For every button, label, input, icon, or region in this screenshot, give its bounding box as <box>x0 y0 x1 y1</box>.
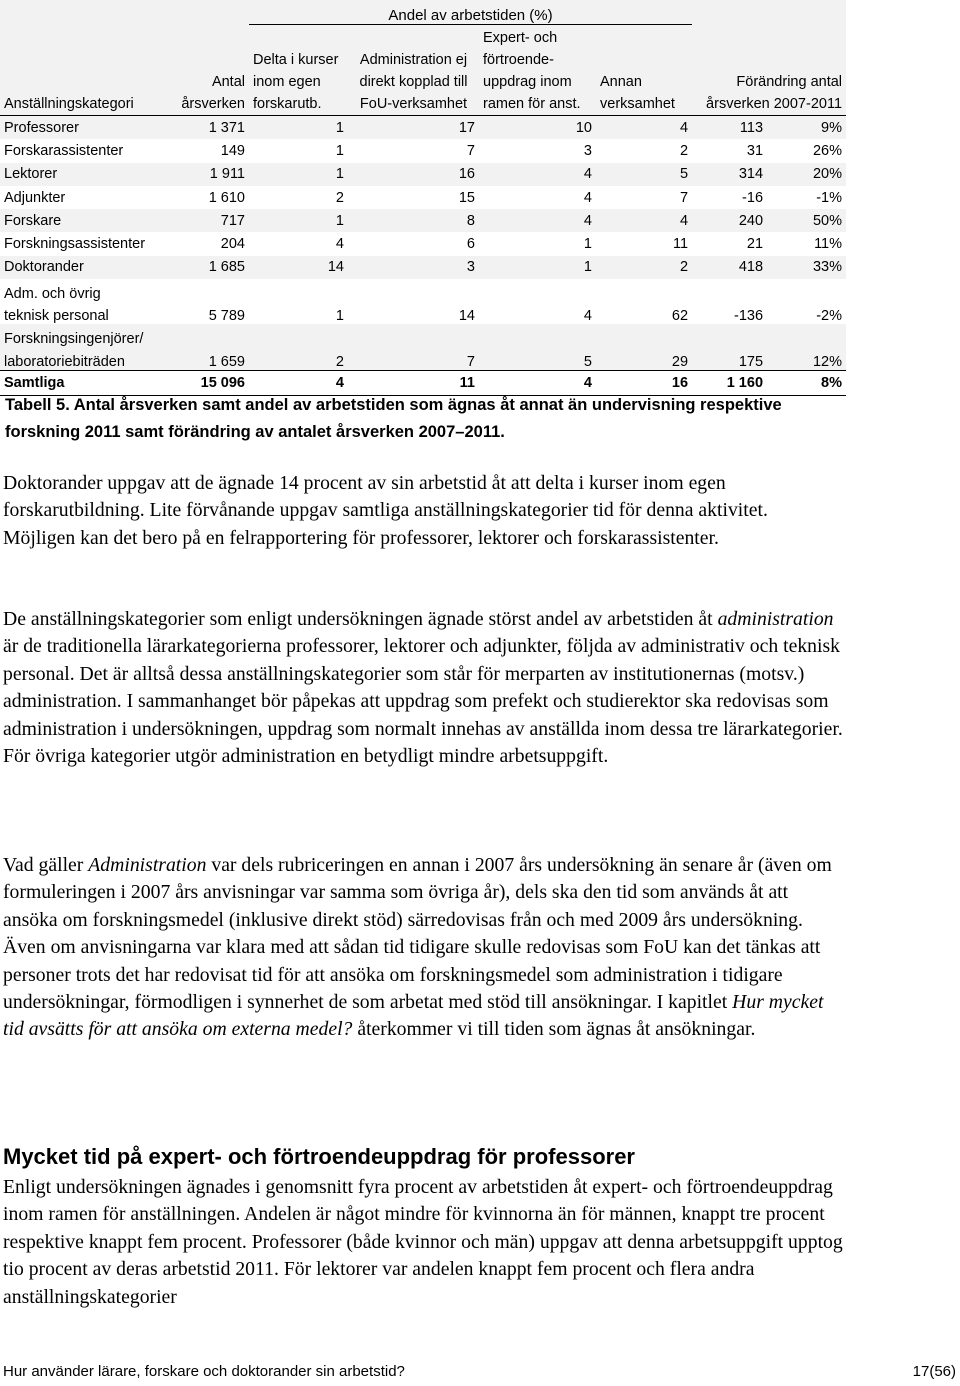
table-cell: 1 <box>249 302 348 325</box>
footer-document-title: Hur använder lärare, forskare och doktorander sin arbetstid? <box>3 1363 405 1380</box>
table-cell: 11 <box>596 232 692 255</box>
table-cell: 3 <box>348 256 479 279</box>
table-cell: 2 <box>249 186 348 209</box>
table-cell: 11% <box>767 232 846 255</box>
table-cell: 1 659 <box>165 347 249 370</box>
table-cell: 8 <box>348 209 479 232</box>
table-cell: 20% <box>767 163 846 186</box>
table-cell: 31 <box>692 139 767 162</box>
table-cell: 204 <box>165 232 249 255</box>
table-cell: 4 <box>596 209 692 232</box>
table-cell: 1 <box>479 232 596 255</box>
table-row <box>0 186 846 209</box>
table-cell: 62 <box>596 302 692 325</box>
table-cell: 240 <box>692 209 767 232</box>
table-cell-category: Lektorer <box>0 163 165 186</box>
table-caption: Tabell 5. Antal årsverken samt andel av arbetstiden som ägnas åt annat än undervisning respektive forskning 2011 samt förändring av antalet årsverken 2007–2011. <box>5 396 782 441</box>
table-cell-category: Adjunkter <box>0 186 165 209</box>
col-header-annan: Annan verksamhet <box>596 25 692 116</box>
table-cell-category: Professorer <box>0 116 165 140</box>
table-cell-category: Forskare <box>0 209 165 232</box>
col-header-administration: Administration ej direkt kopplad till FoU-verksamhet <box>348 25 479 116</box>
table-cell-category: Forskarassistenter <box>0 139 165 162</box>
table-cell: 16 <box>596 370 692 395</box>
table-cell: 1 160 <box>692 370 767 395</box>
table-cell: 16 <box>348 163 479 186</box>
table-cell: 1 <box>249 209 348 232</box>
table-cell: 717 <box>165 209 249 232</box>
table-cell: 9% <box>767 116 846 140</box>
table-cell: 10 <box>479 116 596 140</box>
table-cell: 15 <box>348 186 479 209</box>
table-cell: 14 <box>249 256 348 279</box>
table-cell: 5 789 <box>165 302 249 325</box>
table-cell: 7 <box>348 139 479 162</box>
footer-page-number: 17(56) <box>912 1363 956 1380</box>
table-cell: 4 <box>479 370 596 395</box>
table-cell: 15 096 <box>165 370 249 395</box>
table-cell: 2 <box>596 256 692 279</box>
table-cell-category: Forskningsassistenter <box>0 232 165 255</box>
table-row <box>0 209 846 232</box>
table-cell: -1% <box>767 186 846 209</box>
table-cell: 1 610 <box>165 186 249 209</box>
table-cell: 1 <box>479 256 596 279</box>
col-header-antal: Antal årsverken <box>165 25 249 116</box>
table-row <box>0 324 846 347</box>
table-cell: 418 <box>692 256 767 279</box>
statistics-table-area <box>0 0 846 389</box>
table-cell: 4 <box>479 209 596 232</box>
table-cell: 175 <box>692 347 767 370</box>
table-cell: 4 <box>249 370 348 395</box>
statistics-table <box>0 0 846 396</box>
table-cell: 6 <box>348 232 479 255</box>
paragraph-expert-uppdrag: Enligt undersökningen ägnades i genomsnitt fyra procent av arbetstiden åt expert- och förtroendeuppdrag inom ramen för anställningen. Andelen är något mindre för kvinnorna än för männen, knappt tre procent respektive knappt fem procent. Professorer (både kvinnor och män) uppgav att denna arbetsuppgift upptog tio procent av deras arbetstid 2011. För lektorer var andelen knappt fem procent och flera andra anställningskategorier <box>3 1176 843 1308</box>
table-row <box>0 279 846 302</box>
paragraph-administration-rubric: Vad gäller Administration var dels rubriceringen en annan i 2007 års undersökning än senare år (även om formuleringen i 2007 års anvisningar var samma som övriga år), dels ska den tid som används åt att ansöka om forskningsmedel (inklusive direkt stöd) särredovisas från och med 2009 års undersökning. Även om anvisningarna var klara med att sådan tid tidigare skulle redovisas som FoU kan det tänkas att personer trots det har redovisat tid för att ansöka om forskningsmedel som administration i tidigare undersökningar, förmodligen i synnerhet de som arbetat med stöd till ansökningar. I kapitlet Hur mycket tid avsätts för att ansöka om externa medel? återkommer vi till tiden som ägnas åt ansökningar. <box>3 854 832 1041</box>
section-heading: Mycket tid på expert- och förtroendeuppdrag för professorer <box>3 1144 635 1169</box>
table-cell-category: teknisk personal <box>0 302 165 325</box>
table-cell: 17 <box>348 116 479 140</box>
table-cell: 4 <box>596 116 692 140</box>
table-row <box>0 347 846 370</box>
table-cell: 7 <box>596 186 692 209</box>
paragraph-administration: De anställningskategorier som enligt undersökningen ägnade störst andel av arbetstiden åt administration är de traditionella lärarkategorierna professorer, lektorer och adjunkter, följda av administrativ och teknisk personal. Det är alltså dessa anställningskategorier som står för merparten av institutionernas (motsv.) administration. I sammanhanget bör påpekas att uppdrag som prefekt och studierektor ska redovisas som administration i undersökningen, uppdrag som normalt innehas av anställda inom dessa tre lärarkategorier. För övriga kategorier utgör administration en betydligt mindre arbetsuppgift. <box>3 608 843 768</box>
table-cell: 5 <box>479 347 596 370</box>
table-cell: 1 685 <box>165 256 249 279</box>
table-cell: 26% <box>767 139 846 162</box>
table-cell-category: Adm. och övrig <box>0 279 165 302</box>
table-cell: 113 <box>692 116 767 140</box>
table-cell: 4 <box>479 302 596 325</box>
table-cell: 4 <box>479 186 596 209</box>
table-cell-category: Samtliga <box>0 370 165 395</box>
table-cell: -2% <box>767 302 846 325</box>
col-header-kurser: Delta i kurser inom egen forskarutb. <box>249 25 348 116</box>
table-cell: 1 <box>249 139 348 162</box>
table-cell: 1 <box>249 116 348 140</box>
table-cell: 33% <box>767 256 846 279</box>
table-row <box>0 116 846 140</box>
table-cell: -136 <box>692 302 767 325</box>
table-row <box>0 163 846 186</box>
table-cell-category: Forskningsingenjörer/ <box>0 324 165 347</box>
table-row <box>0 302 846 325</box>
table-cell: -16 <box>692 186 767 209</box>
table-cell: 14 <box>348 302 479 325</box>
table-cell: 4 <box>479 163 596 186</box>
col-header-category: Anställningskategori <box>0 25 165 116</box>
table-cell: 5 <box>596 163 692 186</box>
table-cell: 8% <box>767 370 846 395</box>
table-cell: 4 <box>249 232 348 255</box>
table-row <box>0 232 846 255</box>
table-cell: 12% <box>767 347 846 370</box>
table-cell: 2 <box>249 347 348 370</box>
table-cell-category: Doktorander <box>0 256 165 279</box>
table-cell: 1 371 <box>165 116 249 140</box>
table-row <box>0 139 846 162</box>
table-row <box>0 256 846 279</box>
table-cell: 21 <box>692 232 767 255</box>
table-group-header: Andel av arbetstiden (%) <box>249 0 692 25</box>
col-header-change: Förändring antal årsverken 2007-2011 <box>692 25 846 116</box>
col-header-expert: Expert- och förtroende- uppdrag inom ramen för anst. <box>479 25 596 116</box>
table-cell: 149 <box>165 139 249 162</box>
table-cell-category: laboratoriebiträden <box>0 347 165 370</box>
table-cell: 314 <box>692 163 767 186</box>
table-cell: 3 <box>479 139 596 162</box>
table-cell: 1 911 <box>165 163 249 186</box>
table-cell: 2 <box>596 139 692 162</box>
table-cell: 50% <box>767 209 846 232</box>
table-cell: 1 <box>249 163 348 186</box>
paragraph-doktorander: Doktorander uppgav att de ägnade 14 procent av sin arbetstid åt att delta i kurser inom egen forskarutbildning. Lite förvånande uppgav samtliga anställningskategorier tid för denna aktivitet. Möjligen kan det bero på en felrapportering för professorer, lektorer och forskarassistenter. <box>3 472 768 549</box>
table-cell: 7 <box>348 347 479 370</box>
table-cell: 11 <box>348 370 479 395</box>
table-cell: 29 <box>596 347 692 370</box>
